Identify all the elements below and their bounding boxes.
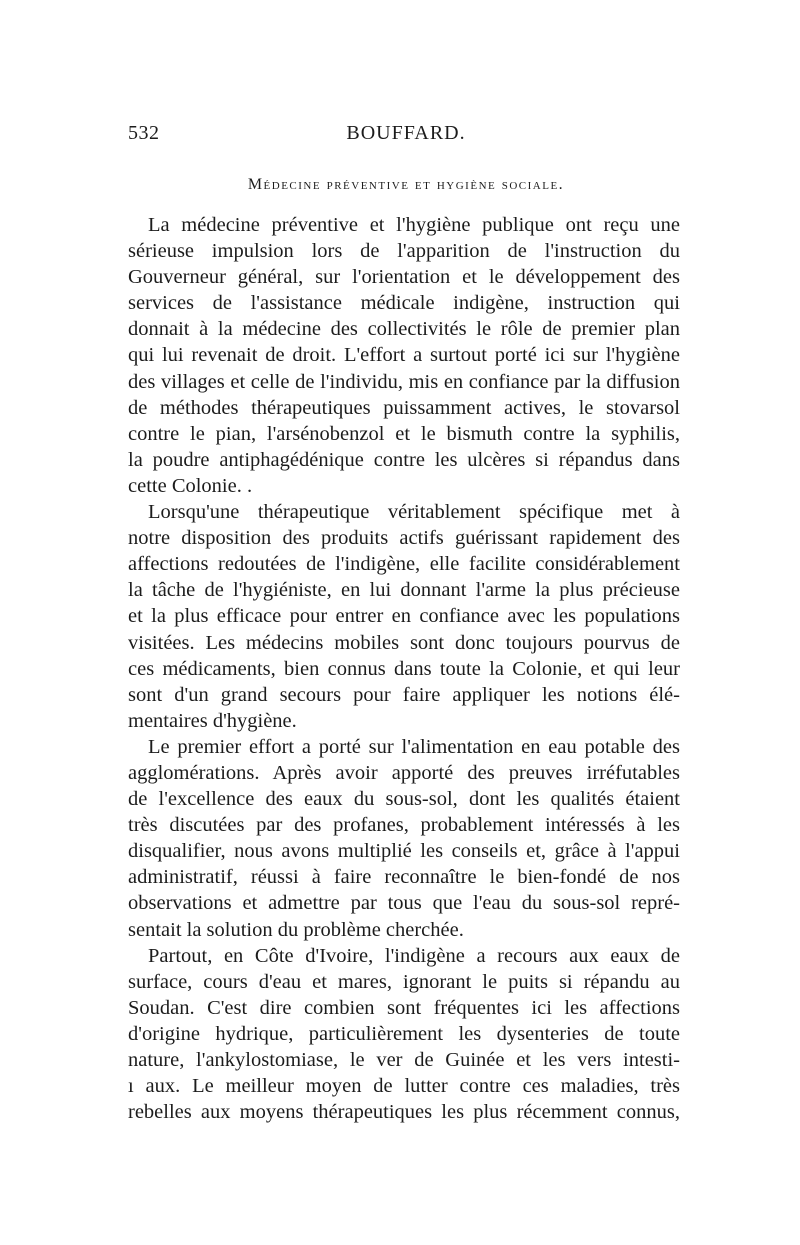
text-line: de l'excellence des eaux du sous-sol, dont les qualités étaient: [128, 788, 680, 811]
text-line: disqualifier, nous avons multiplié les conseils et, grâce à l'appui: [128, 840, 680, 863]
page-number: 532: [128, 122, 160, 144]
text-line: très discutées par des profanes, probablement intéressés à les: [128, 814, 680, 837]
text-line: sentait la solution du problème cherchée.: [128, 918, 464, 941]
text-line: sont d'un grand secours pour faire appliquer les notions élé-: [128, 683, 680, 706]
running-title: BOUFFARD.: [346, 122, 466, 144]
text-line: mentaires d'hygiène.: [128, 709, 297, 732]
text-line: rebelles aux moyens thérapeutiques les plus récemment connus,: [128, 1101, 680, 1124]
section-title: Médecine préventive et hygiène sociale.: [247, 176, 565, 193]
body-text: [128, 212, 680, 1125]
text-line: visitées. Les médecins mobiles sont donc toujours pourvus de: [128, 631, 680, 654]
text-line: cette Colonie. .: [128, 474, 253, 497]
text-line: ı aux. Le meilleur moyen de lutter contre ces maladies, très: [128, 1075, 680, 1098]
text-line: observations et admettre par tous que l'eau du sous-sol repré-: [128, 892, 680, 915]
text-line: surface, cours d'eau et mares, ignorant le puits si répandu au: [128, 970, 680, 993]
text-line: et la plus efficace pour entrer en confiance avec les populations: [128, 605, 680, 628]
text-line: Gouverneur général, sur l'orientation et le développement des: [128, 266, 680, 289]
text-line: la poudre antiphagédénique contre les ulcères si répandus dans: [128, 448, 680, 471]
text-line: sérieuse impulsion lors de l'apparition de l'instruction du: [128, 240, 680, 263]
text-line: donnait à la médecine des collectivités le rôle de premier plan: [128, 318, 680, 341]
running-head: [128, 122, 684, 152]
text-line: de méthodes thérapeutiques puissamment actives, le stovarsol: [128, 396, 680, 419]
text-line: nature, l'ankylostomiase, le ver de Guinée et les vers intesti-: [128, 1049, 680, 1071]
text-line: services de l'assistance médicale indigène, instruction qui: [128, 292, 680, 315]
text-line: Le premier effort a porté sur l'alimentation en eau potable des: [148, 735, 680, 758]
text-line: notre disposition des produits actifs guérissant rapidement des: [128, 527, 680, 550]
text-line: des villages et celle de l'individu, mis en confiance par la diffusion: [128, 370, 680, 393]
text-line: administratif, réussi à faire reconnaître le bien-fondé de nos: [128, 866, 680, 889]
text-line: Soudan. C'est dire combien sont fréquentes ici les affections: [128, 996, 680, 1019]
text-line: affections redoutées de l'indigène, elle facilite considérablement: [128, 553, 680, 576]
text-line: la tâche de l'hygiéniste, en lui donnant l'arme la plus précieuse: [128, 579, 680, 602]
text-line: Partout, en Côte d'Ivoire, l'indigène a recours aux eaux de: [148, 944, 680, 967]
text-line: agglomérations. Après avoir apporté des preuves irréfutables: [128, 761, 680, 784]
text-line: La médecine préventive et l'hygiène publique ont reçu une: [148, 214, 680, 236]
text-line: d'origine hydrique, particulièrement les dysenteries de toute: [128, 1022, 680, 1045]
text-line: qui lui revenait de droit. L'effort a surtout porté ici sur l'hygiène: [128, 344, 680, 367]
text-line: contre le pian, l'arsénobenzol et le bismuth contre la syphilis,: [128, 422, 680, 445]
text-line: ces médicaments, bien connus dans toute la Colonie, et qui leur: [128, 657, 680, 680]
text-line: Lorsqu'une thérapeutique véritablement spécifique met à: [148, 501, 680, 524]
